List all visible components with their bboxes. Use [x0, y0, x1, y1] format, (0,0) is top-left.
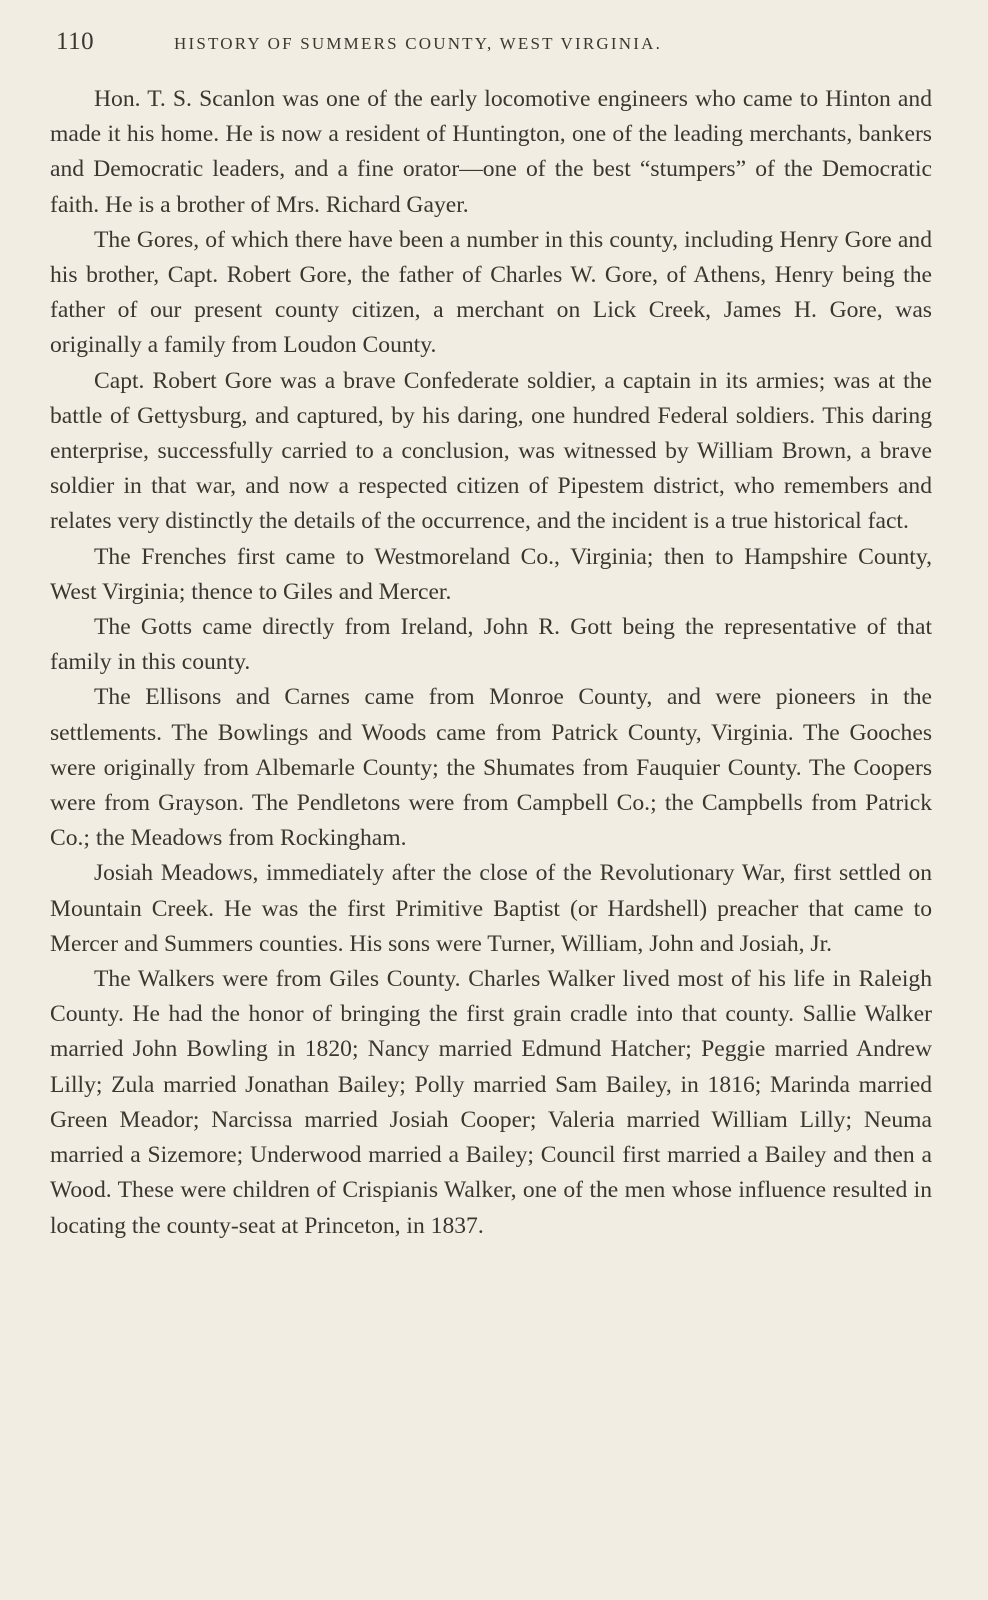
- body-text: [50, 82, 932, 1244]
- paragraph-scanlon: Hon. T. S. Scanlon was one of the early locomotive engineers who came to Hinton and made it his home. He is now a resident of Huntington, one of the leading merchants, bankers and Democratic leaders, and a fine orator—one of the best “stumpers” of the Democratic faith. He is a brother of Mrs. Richard Gayer.: [50, 86, 932, 218]
- paragraph-frenches: The Frenches first came to Westmoreland Co., Virginia; then to Hampshire County, West Virginia; thence to Giles and Mercer.: [50, 543, 932, 605]
- paragraph-gores: The Gores, of which there have been a number in this county, including Henry Gore and his brother, Capt. Robert Gore, the father of Charles W. Gore, of Athens, Henry being the father of our present county citizen, a merchant on Lick Creek, James H. Gore, was originally a family from Loudon County.: [50, 226, 932, 359]
- paragraph-walkers: The Walkers were from Giles County. Charles Walker lived most of his life in Raleigh County. He had the honor of bringing the first grain cradle into that county. Sallie Walker married John Bowling in 1820; Nancy married Edmund Hatcher; Peggie married Andrew Lilly; Zula married Jonathan Bailey; Polly married Sam Bailey, in 1816; Marinda married Green Meador; Narcissa married Josiah Cooper; Valeria married William Lilly; Neuma married a Sizemore; Underwood married a Bailey; Council first married a Bailey and then a Wood. These were children of Crispianis Walker, one of the men whose influence resulted in locating the county-seat at Princeton, in 1837.: [50, 966, 932, 1239]
- paragraph-ellisons: The Ellisons and Carnes came from Monroe County, and were pioneers in the settlements. The Bowlings and Woods came from Patrick County, Virginia. The Gooches were originally from Albemarle County; the Shumates from Fauquier County. The Coopers were from Grayson. The Pendletons were from Campbell Co.; the Campbells from Patrick Co.; the Meadows from Rockingham.: [50, 684, 932, 852]
- running-head: [50, 28, 932, 68]
- running-title: HISTORY OF SUMMERS COUNTY, WEST VIRGINIA.: [174, 34, 663, 53]
- page-number: 110: [56, 28, 95, 55]
- book-page: [50, 28, 932, 1578]
- paragraph-robert-gore: Capt. Robert Gore was a brave Confederate soldier, a captain in its armies; was at the battle of Gettysburg, and captured, by his daring, one hundred Federal soldiers. This daring enterprise, successfully carried to a conclusion, was witnessed by William Brown, a brave soldier in that war, and now a respected citizen of Pipestem district, who remembers and relates very distinctly the details of the occurrence, and the incident is a true historical fact.: [50, 367, 932, 535]
- paragraph-josiah-meadows: Josiah Meadows, immediately after the close of the Revolutionary War, first settled on Mountain Creek. He was the first Primitive Baptist (or Hardshell) preacher that came to Mercer and Summers counties. His sons were Turner, William, John and Josiah, Jr.: [50, 860, 932, 957]
- paragraph-gotts: The Gotts came directly from Ireland, John R. Gott being the representative of that family in this county.: [50, 614, 932, 676]
